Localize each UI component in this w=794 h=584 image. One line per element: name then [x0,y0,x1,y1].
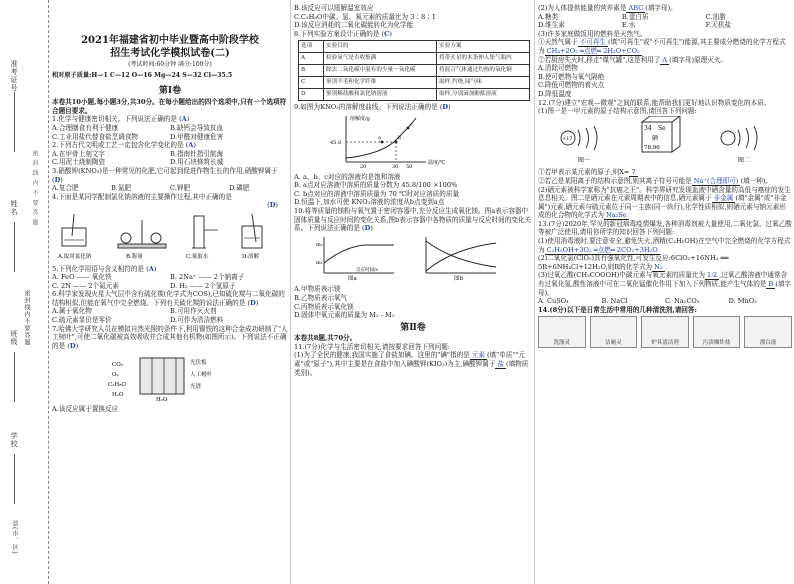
q12-fig1-label: 图一 [578,156,591,164]
q9-point-a [381,141,384,144]
question-10: 10.将等质量的镁粉与氧气置于密闭容器中,充分反应生成氧化镁。图a表示容器中固体质量与反应时间的变化关系,图b表示容器中各物质的质量与反应时间的变化关系。下列说法正确的是 (D) m₁ m₂ 图a 图b 反应时间/s A.甲物质表示镁 B.乙物质表示氧气 C.丙物质表示氧化镁 D.固体中氧元素的质量为 M₂ - M₁ [294,206,532,320]
q13-p3b: ,过氧乙酸溶液中通常含有过氧化氢,酸性溶液中可在二氧化锰催化作用下加入下列物质,能产生气体的是 [538,271,788,289]
q13-opt-b: B. NaCl [601,297,628,306]
q5-opt-c: C. 2N —— 2个氮元素 [52,281,119,290]
question-5: 5.下列化学用语与含义相符的是 (A) A. FeO —— 氧化铁 B. 2Na⁺ —— 2个钠离子 C. 2N —— 2个氮元素 D. H₂ —— 2个氢原子 [52,265,288,291]
q14-product-label: 污渍爆炸盐 [702,339,731,346]
q12-atom-figures [538,116,788,166]
q12-atomic-mass: 78.96 [644,144,660,151]
q7-opt-a: A.该反应属于置换反应 [52,405,119,414]
q3-opt-a: A.复合肥 [52,184,79,193]
table-row [299,53,530,65]
q13-blank-3[interactable]: B [768,280,774,289]
q9-tick-30: 30 [392,163,399,170]
q7-label-panel: 光伏板 [190,360,207,367]
exam-title-line-1: 2021年福建省初中毕业暨高中阶段学校 [81,35,259,46]
q11-equation[interactable]: CH₄+2O₂ ═点燃═ 2H₂O+CO₂ [546,46,640,55]
part1-intro: 本卷共10小题,每小题3分,共30分。在每小题给出的四个选项中,只有一个选项符合题目要求。 [52,98,287,115]
q3-opt-d: D.磷肥 [229,184,250,193]
q10-curve-b-up [426,243,496,271]
q10-fig-b-label: 图b [454,275,464,282]
q9-point-b [395,141,398,144]
q13-stem: 13.(7分)2020年,罕见的新冠病毒疫情爆发,各种消毒剂被大量使用,二氧化氯、过氧乙酸等被广泛使用,请用你所学的知识回答下列问题: [538,219,792,237]
q12-p1c: (填一种)。 [740,176,772,185]
binding-label-name: 姓名 [10,200,18,216]
q11-continued [538,4,792,99]
q9-opt-b: B. a点对应溶液中溶质的质量分数为 45.8/100 ×100% [294,181,458,190]
q6-opt-c: C.硫元素显价是零价 [52,316,112,325]
binding-label-county: 县(市、区) [11,520,18,555]
q10-time-axis: 反应时间/s [356,267,378,273]
q3-stem: 3.硝酸钾(KNO₃)是一种常见的化肥,它可起到促进作物生长的作用,硝酸钾属于 [52,166,278,175]
q11-opt-e: E.水 [621,21,636,30]
table-row [299,77,530,89]
q11-opt2-c: C.降低可燃物的着火点 [538,81,605,90]
q1-stem: 1.化学与健康密切相关。下列说法正确的是 [52,115,177,124]
q11-p3c: ②若厨房失火时,移走"煤气罐",这是利用了 [538,55,661,64]
q7-label-leaf: 人工树叶 [190,372,213,379]
name-line[interactable] [14,222,15,272]
q11-p1b: (填"单质""元素"或"原子"),其中主要是在食盐中加入碘酸钾(KIO₃)为主,碘酸钾属于 [294,351,525,369]
q7-label-o2: O₂ [112,372,119,379]
q12-blank-1[interactable]: 7 [631,168,636,177]
q4-fig-a [62,214,86,246]
column-2 [290,0,532,584]
q11-opt2-d: D.降低温度 [538,89,572,98]
q5-opt-d: D. H₂ —— 2个氢原子 [170,281,236,290]
part1-title: 第Ⅰ卷 [158,85,182,96]
q3-opt-c: C.钾肥 [170,184,191,193]
q4-label-c: C.量取水 [186,253,209,260]
q7-opt-b: B.该反应可以缓解温室效应 [294,4,374,12]
q11-blank-5[interactable]: A [662,55,668,64]
q12-blank-4[interactable]: Na₂Se [605,211,627,220]
q2-opt-a: A.在甲骨上刻文字 [52,149,106,158]
binding-label-no-answer: 密封线内不要答题 [23,290,30,346]
q9-opt-d: D.恒温下,加水可使 KNO₃溶液的浓度从b点变到a点 [294,198,445,207]
q9-point-c [407,127,410,130]
q12-element-cell [642,116,680,152]
q12-atomic-number: 34 [644,124,652,132]
q12-p2: (2)硒元素被科学家称为"抗癌之王"。科学界研究发现血液中硒含量的高低与癌症的发生息息相关。图二是硒元素在元素周期表中的信息,硒元素属于 [538,185,791,203]
q8-row-b-option: B [299,65,324,77]
q10-stem: 10.将等质量的镁粉与氧气置于密闭容器中,充分反应生成氧化镁。图a表示容器中固体质量与反应时间的变化关系,图b表示容器中各物质的质量与反应时间的变化关系。下列说法正确的是 [294,206,532,233]
q7-label-c3h8o: C₃H₈O [108,382,126,389]
q11-opt-b: B.蛋白质 [621,12,649,21]
q12-p2b: (填"金属"或"非金属")元素,硒元素与硫元素位于同一主族(同一纵行),化学性质相似,则硒元素与钠元素形成的化合物的化学式为 [538,194,787,220]
q2-stem: 2.下列古代文明或工艺一定包含化学变化的是 [52,141,184,150]
q10-m1: m₁ [316,259,323,266]
q5-answer: A [148,264,154,273]
q13-blank-2[interactable]: 1∶2 [707,271,718,280]
binding-label-class: 班级 [10,330,18,346]
q8-row-d-purpose: 鉴别稀盐酸和氯化钠溶液 [324,89,437,101]
q3-answer: D [54,175,61,184]
q4-fig-c [192,216,218,248]
q1-opt-a: A.合理膳食有利于健康 [52,123,119,132]
q14-product-toilet-cleaner [590,316,638,348]
school-line[interactable] [14,454,15,504]
q14-product-dish-soap [538,316,586,348]
q11-opt-d: D.维生素 [538,21,565,30]
q10-answer: D [364,224,371,233]
q8-row-d-plan: 取样,分别滴加酚酞溶液 [437,89,530,101]
q4-operation-figures [52,210,284,262]
q8-head-purpose: 实验目的 [324,41,437,53]
q10-fig-a-label: 图a [348,275,357,282]
question-7: 7.哈佛大学研究人员在模拟自然光照的条件下,利用镍铁的这种合金成功研制了"人工树叶",可使二氧化碳被高效吸收并合成其他有机物(如图所示)。下列说法不正确的是 (D) CO₂ O₂ C₃H₈O H₂O 光伏板 人工树叶 光谱 H₂O A.该反应属于置换反应 [52,324,288,414]
binding-strip [0,0,49,584]
q13-equation[interactable]: C₂H₅OH+3O₂ ═点燃═ 2CO₂+3H₂O [546,245,658,254]
q10-opt-d: D.固体中氧元素的质量为 M₂ - M₁ [294,311,395,320]
table-header-row [299,41,530,53]
q4-label-b: B.称量 [126,253,143,260]
binding-label-school: 学校 [10,432,18,448]
q6-stem: 6.科学家发现火星大气层中含有硫化羰(化学式为COS),已知硫化羰与二氧化碳的结构相似,但能在氧气中完全燃烧。下列有关硫化羰的说法正确的是 [52,290,285,307]
q14-product-bleach [744,316,792,348]
table-row [299,65,530,77]
q12-fig2-label: 图二 [738,156,751,164]
q12-p1a: ①若甲表示某元素的原子,则X= [538,168,630,177]
seal-line-text: 密 封 线 内 不 要 答 题 [31,150,38,227]
q11-p3d: (填字母)原理灭火。 [669,55,728,64]
q9-tick-45-8: 45.8 [330,139,342,146]
q14-product-label: 炉具清洁剂 [651,339,679,346]
q9-curve [346,118,416,158]
column-1 [52,0,288,584]
q10-opt-a: A.甲物质表示镁 [294,285,341,294]
q11-opt-a: A.糖类 [538,12,559,21]
q9-opt-c: C. b点对应的溶液中溶质质量为 70 ℃时对应溶质的质量 [294,189,460,198]
q6-answer: D [250,298,256,307]
q11-stem: 11.(7分)化学与生活密切相关,请按要求回答下列问题: [294,342,451,351]
q11-opt2-a: A.清除可燃物 [538,64,578,73]
q14-stem: 14.(8分)以下是日常生活中常用的几种清洗剂,请回答: [538,305,697,314]
q10-opt-c: C.丙物质表示氧化镁 [294,302,354,311]
q5-opt-b: B. 2Na⁺ —— 2个钠离子 [170,273,245,282]
q2-opt-d: D.用石块修筑长城 [170,158,224,167]
q8-row-a-purpose: 检验氧气是否收集满 [324,53,437,65]
q9-xlabel: 温度/℃ [428,159,446,166]
q1-opt-c: C.工业用盐代替食盐烹调食物 [52,132,139,141]
question-12 [538,99,792,220]
question-8: 8.下列实验方案设计正确的是 (C) 选项 实验目的 实验方案 A 检验氧气是否收集满 将带火星的木条伸入集气瓶内 B 除去二氧化碳中混有的少量一氧化碳 将混合气体通过灼热的氧化铜 C 鉴别羊毛和化学纤维 取样,灼烧,闻气味 D 鉴别稀盐酸和氯化钠溶液 取样,分别滴加酚酞溶液 [294,30,532,102]
q8-head-plan: 实验方案 [437,41,530,53]
q12-atom-jia [561,126,597,150]
q8-answer: C [384,29,390,38]
q8-row-c-plan: 取样,灼烧,闻气味 [437,77,530,89]
q12-p1b: ②若乙是某阳离子的结构示意图,则其离子符号可能是 [538,176,692,185]
q8-head-option: 选项 [299,41,324,53]
part2-intro: 本卷共8题,共70分。 [294,334,357,343]
q14-product-label: 洁厕灵 [605,339,622,346]
q1-answer: A [181,115,187,124]
q14-product-label: 洗涤灵 [553,339,571,346]
q14-product-stain-remover [693,316,741,348]
q2-opt-b: B.指南针指引航海 [170,149,224,158]
q8-row-c-purpose: 鉴别羊毛和化学纤维 [324,77,437,89]
q9-tick-50: 50 [406,163,413,170]
q11-p1c: (填物质类别)。 [294,360,529,377]
q11-opt-c: C.油脂 [705,12,726,21]
q9-label-a: a [378,134,381,141]
q11-p3a: ①天然气属于 [538,38,578,47]
q8-row-b-plan: 将混合气体通过灼热的氧化铜 [437,65,530,77]
binding-label-exam-no: 准考证号 [10,60,18,92]
q7-continued [294,4,532,30]
q10-m2: m₂ [316,241,323,248]
q11-opt-f: F.无机盐 [705,21,732,30]
q12-symbol: Se [658,124,666,132]
q13-p3c: (填字母)。 [538,280,792,297]
q12-p1: (1)图一是一甲元素的原子结构示意图,请回答下列问题: [538,107,697,116]
q12-atom-yi [721,126,757,150]
q6-opt-d: D.可作为清洁燃料 [170,316,224,325]
q7-opt-d: D.该反应消耗的二氧化碳能转化为化学能 [294,21,414,30]
q9-label-c: c [410,121,413,128]
q8-row-a-option: A [299,53,324,65]
q11-p3: (3)许多家庭做饭用的燃料是天然气。 [538,29,647,38]
q7-stem: 7.哈佛大学研究人员在模拟自然光照的条件下,利用镍铁的这种合金成功研制了"人工树叶",可使二氧化碳被高效吸收并合成其他有机物(如图所示)。下列说法不正确的是 [52,324,288,350]
exam-no-line[interactable] [14,92,15,152]
q5-opt-a: A. FeO —— 氧化铁 [52,273,112,282]
q3-opt-b: B.氮肥 [111,184,132,193]
q4-fig-b [118,220,166,248]
q7-label-h2o: H₂O [112,392,124,399]
q9-answer: D [442,103,449,112]
question-11 [294,343,532,377]
question-4: 4.下面是某同学配制氯化钠溶液的主要操作过程,其中正确的是 (D) A.取用氯化钠 B.称量 C.量取水 D.溶解 [52,193,288,265]
q13-opt-a: A. CuSO₄ [538,297,569,306]
exam-title-line-2: 招生考试化学模拟试卷(二) [110,48,230,59]
q14-product-row [538,316,792,348]
q7-label-water: H₂O [156,397,168,403]
q11-blank-1[interactable]: 元素 [471,351,485,360]
q11-opt2-b: B.使可燃物与氧气隔绝 [538,72,605,81]
atomic-masses: 相对原子质量:H—1 C—12 O—16 Mg—24 S—32 Cl—35.5 [52,72,233,79]
q1-opt-d: D.甲醛对健康危害 [170,132,224,141]
svg-text:+17: +17 [562,135,573,142]
q7-artificial-leaf-figure [52,350,284,402]
q7-label-co2: CO₂ [112,362,123,369]
q11-p2b: (填字母)。 [645,4,677,12]
question-14 [538,306,792,349]
q14-product-label: 漂白液 [759,339,777,346]
q6-opt-a: A.属于氧化物 [52,307,92,316]
q10-graphs [294,233,526,283]
question-1: 1.化学与健康密切相关。下列说法正确的是 (A) A.合理膳食有利于健康 B.缺钙会导致贫血 C.工业用盐代替食盐烹调食物 D.甲醛对健康危害 [52,115,288,141]
q11-p3b: (填"可再生"或"不可再生")能源,其主要成分燃烧的化学方程式为 [538,38,786,55]
question-2: 2.下列古代文明或工艺一定包含化学变化的是 (A) A.在甲骨上刻文字 B.指南针指引航海 C.用泥土烧制陶瓷 D.用石块修筑长城 [52,141,288,167]
q12-blank-2[interactable]: Na⁺(合理即可) [693,176,739,185]
class-line[interactable] [14,352,15,402]
q13-blank-1[interactable]: N₂ [654,262,663,271]
q12-stem: 12.(7分)建立"宏观—微观"之间的联系,能帮助我们更好地认识物质变化的本质。 [538,98,771,107]
q4-label-a: A.取用氯化钠 [58,253,92,260]
q11-blank-4[interactable]: 不可再生 [579,38,606,47]
part2-title: 第Ⅱ卷 [400,322,426,333]
q6-opt-b: B.可用作灭火剂 [170,307,217,316]
q11-p2: (2)为人体提供能量的营养素是 [538,4,627,12]
q14-product-stove-cleaner [641,316,689,348]
q12-element-name: 硒 [652,134,659,142]
q8-row-a-plan: 将带火星的木条伸入集气瓶内 [437,53,530,65]
q1-opt-b: B.缺钙会导致贫血 [170,123,224,132]
q7-answer: D [69,341,76,350]
q11-p1: (1)为了全民的健康,我国实施了食盐加碘。这里的"碘"指的是 [294,351,470,360]
q13-p2: (2)二氧化氯(ClO₂)具有强氧化性,可发生反应:6ClO₂+16NH₃ ══ 5R+6NH₄Cl+12H₂O,则R的化学式为 [538,254,729,271]
column-3 [534,0,792,584]
question-13 [538,220,792,306]
q9-stem: 9.如图为KNO₃的溶解度曲线。下列说法正确的是 [294,103,438,112]
q10-curve-a [324,245,394,263]
q12-blank-3[interactable]: 非金属 [713,194,734,203]
question-9: 9.如图为KNO₃的溶解度曲线。下列说法正确的是 (D) 溶解度/g 45.8 20 30 50 温度/℃ a b c A. a、b、c对应的溶液均是饱和溶液 B. a点对应溶液中溶质的质量分数为 45.8/100 ×100% C. b点对应的溶液中溶质质量为 70 ℃时对应溶质的质量 D.恒温下,加水可使 KNO₃溶液的浓度从b点变到a点 [294,103,532,207]
q2-opt-c: C.用泥土烧制陶瓷 [52,158,106,167]
q4-label-d: D.溶解 [242,253,259,260]
q5-stem: 5.下列化学用语与含义相符的是 [52,264,145,273]
q9-tick-20: 20 [360,163,367,170]
q8-row-d-option: D [299,89,324,101]
q11-blank-3[interactable]: ABC [628,4,644,12]
q7-opt-c: C.C₃H₈O中碳、氢、氧元素的质量比为 3∶8∶1 [294,12,436,21]
q4-answer: D [269,201,276,210]
q13-p1: (1)使用消毒液时,要注意安全,避免失火,酒精(C₂H₅OH)在空气中完全燃烧的化学方程式为 [538,237,791,254]
q8-row-c-option: C [299,77,324,89]
q9-ylabel: 溶解度/g [350,115,370,122]
q9-solubility-curve [294,112,526,170]
q9-label-b: b [398,134,402,141]
q4-stem: 4.下面是某同学配制氯化钠溶液的主要操作过程,其中正确的是 [52,192,232,201]
q8-experiment-table [298,40,530,101]
q10-opt-b: B.乙物质表示氧气 [294,293,348,302]
q13-p3: (3)过氧乙酸(CH₃COOOH)中碳元素与氧元素的质量比为 [538,271,706,280]
q11-blank-2[interactable]: 盐 [497,360,505,369]
q13-opt-d: D. MnO₂ [728,297,757,306]
q8-stem: 8.下列实验方案设计正确的是 [294,29,380,38]
q4-fig-d [242,214,262,248]
q7-label-spectrum: 光谱 [190,384,202,391]
exam-time-info: (考试时间:60分钟 满分:100分) [128,61,212,68]
q9-opt-a: A. a、b、c对应的溶液均是饱和溶液 [294,172,401,181]
q2-answer: A [188,141,194,150]
question-3: 3.硝酸钾(KNO₃)是一种常见的化肥,它可起到促进作物生长的作用,硝酸钾属于 (D) A.复合肥 B.氮肥 C.钾肥 D.磷肥 [52,167,288,193]
q13-opt-c: C. Na₂CO₃ [665,297,700,306]
q8-row-b-purpose: 除去二氧化碳中混有的少量一氧化碳 [324,65,437,77]
table-row [299,89,530,101]
question-6: 6.科学家发现火星大气层中含有硫化羰(化学式为COS),已知硫化羰与二氧化碳的结构相似,但能在氧气中完全燃烧。下列有关硫化羰的说法正确的是 (D) A.属于氧化物 B.可用作灭火剂 C.硫元素显价是零价 D.可作为清洁燃料 [52,290,288,324]
